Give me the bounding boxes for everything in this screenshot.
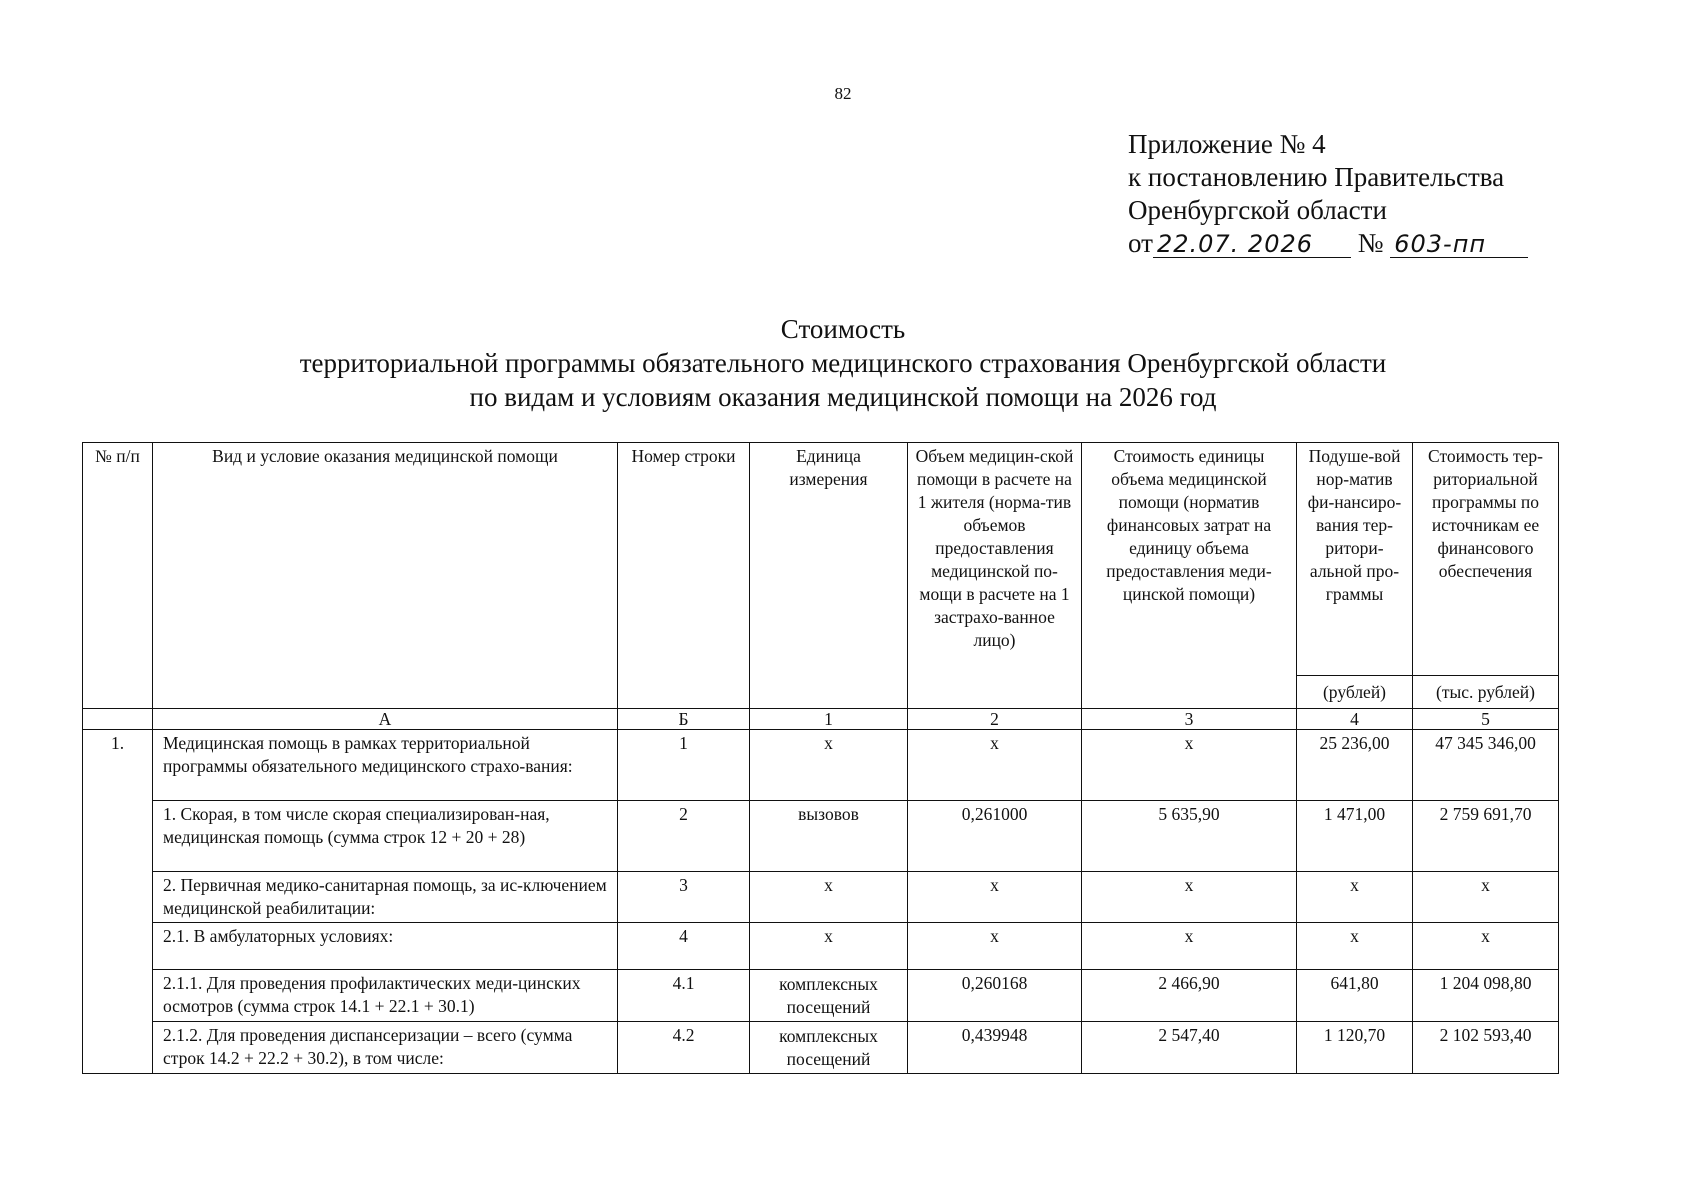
cell-cost-program: 2 102 593,40 (1413, 1022, 1559, 1074)
cell-cost-program: х (1413, 923, 1559, 970)
cell-cost-unit: х (1082, 730, 1297, 801)
cell-kind: Медицинская помощь в рамках территориальной программы обязательного медицинского страхо-вания: (153, 730, 618, 801)
cell-per-capita: 1 120,70 (1297, 1022, 1413, 1074)
index-cell: Б (618, 709, 750, 730)
appendix-date-line (1128, 227, 1548, 260)
appendix-block (1128, 128, 1548, 260)
cell-kind: 2.1. В амбулаторных условиях: (153, 923, 618, 970)
table-index-row (83, 709, 1559, 730)
cell-cost-unit: х (1082, 923, 1297, 970)
index-cell: А (153, 709, 618, 730)
cell-per-capita: 641,80 (1297, 970, 1413, 1022)
cell-cost-unit: 2 466,90 (1082, 970, 1297, 1022)
cell-cost-unit: 5 635,90 (1082, 801, 1297, 872)
header-cost-program-unit: (тыс. рублей) (1413, 676, 1559, 709)
table-header-row (83, 443, 1559, 676)
cell-kind: 2. Первичная медико-санитарная помощь, за ис-ключением медицинской реабилитации: (153, 872, 618, 923)
header-kind: Вид и условие оказания медицинской помощи (153, 443, 618, 709)
cost-table (82, 442, 1559, 1074)
from-label: от (1128, 228, 1153, 258)
cell-volume: х (908, 923, 1082, 970)
cell-per-capita: х (1297, 872, 1413, 923)
cell-row-number: 4.2 (618, 1022, 750, 1074)
header-cost-program: Стоимость тер-риториальной программы по источникам ее финансового обеспечения (1413, 443, 1559, 676)
appendix-line-1: Приложение № 4 (1128, 129, 1326, 159)
index-cell: 5 (1413, 709, 1559, 730)
header-row-number: Номер строки (618, 443, 750, 709)
cell-unit: комплексных посещений (750, 970, 908, 1022)
index-cell: 3 (1082, 709, 1297, 730)
header-cost-unit: Стоимость единицы объема медицинской помощи (норматив финансовых затрат на единицу объема предоставления меди-цинской помощи) (1082, 443, 1297, 709)
title-line-2: территориальной программы обязательного медицинского страхования Оренбургской области (299, 348, 1387, 378)
cell-volume: 0,261000 (908, 801, 1082, 872)
cell-cost-unit: 2 547,40 (1082, 1022, 1297, 1074)
index-cell: 2 (908, 709, 1082, 730)
cell-volume: х (908, 730, 1082, 801)
number-label: № (1357, 228, 1384, 258)
handwritten-number: 603-пп (1390, 231, 1528, 258)
cell-kind: 2.1.1. Для проведения профилактических меди-цинских осмотров (сумма строк 14.1 + 22.1 + 30.1) (153, 970, 618, 1022)
index-cell: 4 (1297, 709, 1413, 730)
cell-cost-program: 47 345 346,00 (1413, 730, 1559, 801)
cell-row-number: 2 (618, 801, 750, 872)
cell-volume: х (908, 872, 1082, 923)
table-row (83, 1022, 1559, 1074)
index-cell (83, 709, 153, 730)
title-line-3: по видам и условиям оказания медицинской помощи на 2026 год (469, 382, 1217, 412)
cell-unit: комплексных посещений (750, 1022, 908, 1074)
page-number: 82 (834, 84, 852, 103)
cell-row-number: 1 (618, 730, 750, 801)
cell-row-number: 3 (618, 872, 750, 923)
header-unit: Единица измерения (750, 443, 908, 709)
cell-num: 1. (83, 730, 153, 1074)
table-row (83, 872, 1559, 923)
cell-unit: х (750, 872, 908, 923)
cell-kind: 1. Скорая, в том числе скорая специализирован-ная, медицинская помощь (сумма строк 12 + 20 + 28) (153, 801, 618, 872)
cell-volume: 0,260168 (908, 970, 1082, 1022)
cell-row-number: 4.1 (618, 970, 750, 1022)
cell-cost-program: х (1413, 872, 1559, 923)
cell-per-capita: 25 236,00 (1297, 730, 1413, 801)
cell-cost-program: 1 204 098,80 (1413, 970, 1559, 1022)
cell-kind: 2.1.2. Для проведения диспансеризации – всего (сумма строк 14.2 + 22.2 + 30.2), в том числе: (153, 1022, 618, 1074)
cell-unit: х (750, 923, 908, 970)
header-volume: Объем медицин-ской помощи в расчете на 1 жителя (норма-тив объемов предоставления медицинской по-мощи в расчете на 1 застрахо-ванное лицо) (908, 443, 1082, 709)
title-line-1: Стоимость (780, 314, 906, 344)
appendix-line-2: к постановлению Правительства (1128, 162, 1505, 192)
cell-cost-program: 2 759 691,70 (1413, 801, 1559, 872)
header-per-capita-unit: (рублей) (1297, 676, 1413, 709)
cell-per-capita: х (1297, 923, 1413, 970)
cell-unit: вызовов (750, 801, 908, 872)
table-row (83, 923, 1559, 970)
header-per-capita: Подуше-вой нор-матив фи-нансиро-вания тер-ритори-альной про-граммы (1297, 443, 1413, 676)
table-row (83, 970, 1559, 1022)
cell-per-capita: 1 471,00 (1297, 801, 1413, 872)
table-row (83, 730, 1559, 801)
table-row (83, 801, 1559, 872)
document-title (0, 312, 1686, 414)
header-num: № п/п (83, 443, 153, 709)
appendix-line-3: Оренбургской области (1128, 195, 1387, 225)
handwritten-date: 22.07. 2026 (1153, 231, 1351, 258)
cell-unit: х (750, 730, 908, 801)
cell-row-number: 4 (618, 923, 750, 970)
cell-cost-unit: х (1082, 872, 1297, 923)
cell-volume: 0,439948 (908, 1022, 1082, 1074)
index-cell: 1 (750, 709, 908, 730)
